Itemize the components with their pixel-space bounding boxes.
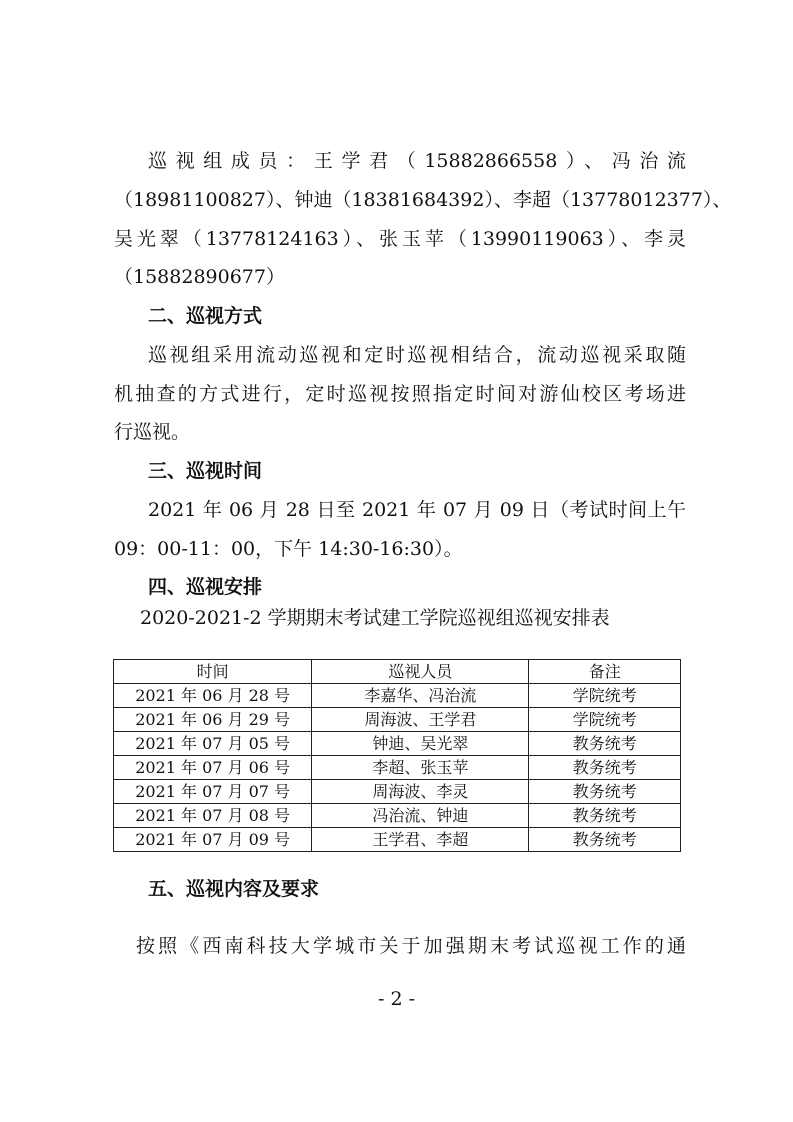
cell-time: 2021 年 07 月 06 号	[114, 756, 312, 780]
table-row	[114, 780, 681, 804]
cell-note: 教务统考	[529, 756, 681, 780]
cell-people: 冯治流、钟迪	[312, 804, 529, 828]
cell-note: 学院统考	[529, 708, 681, 732]
cell-time: 2021 年 07 月 07 号	[114, 780, 312, 804]
table-row	[114, 756, 681, 780]
members-line-3: 吴光翠（13778124163）、张玉苹（13990119063）、李灵	[114, 228, 686, 250]
table-caption: 2020-2021-2 学期期末考试建工学院巡视组巡视安排表	[140, 607, 610, 629]
section-heading-requirements: 五、巡视内容及要求	[148, 878, 320, 900]
table-row	[114, 684, 681, 708]
cell-note: 教务统考	[529, 828, 681, 852]
cell-note: 教务统考	[529, 780, 681, 804]
members-line-2: （18981100827）、钟迪（18381684392）、李超（13778012377）、	[114, 189, 732, 211]
time-line-2: 09：00-11：00，下午 14:30-16:30）。	[114, 538, 463, 560]
cell-people: 李超、张玉苹	[312, 756, 529, 780]
cell-time: 2021 年 07 月 05 号	[114, 732, 312, 756]
schedule-table	[113, 659, 681, 852]
section-heading-arrangement: 四、巡视安排	[148, 576, 263, 598]
members-line-1: 巡视组成员：王学君（15882866558）、冯治流	[148, 150, 686, 172]
cell-time: 2021 年 06 月 29 号	[114, 708, 312, 732]
section-heading-method: 二、巡视方式	[148, 305, 263, 327]
cell-people: 周海波、李灵	[312, 780, 529, 804]
cell-time: 2021 年 07 月 09 号	[114, 828, 312, 852]
table-row	[114, 804, 681, 828]
section-heading-time: 三、巡视时间	[148, 460, 263, 482]
cell-time: 2021 年 06 月 28 号	[114, 684, 312, 708]
requirements-line-1: 按照《西南科技大学城市关于加强期末考试巡视工作的通	[136, 935, 686, 957]
table-header-row	[114, 660, 681, 684]
table-row	[114, 828, 681, 852]
cell-people: 钟迪、吴光翠	[312, 732, 529, 756]
column-header-people: 巡视人员	[312, 660, 529, 684]
column-header-note: 备注	[529, 660, 681, 684]
cell-people: 李嘉华、冯治流	[312, 684, 529, 708]
column-header-time: 时间	[114, 660, 312, 684]
method-line-1: 巡视组采用流动巡视和定时巡视相结合，流动巡视采取随	[148, 344, 686, 366]
cell-people: 周海波、王学君	[312, 708, 529, 732]
cell-note: 教务统考	[529, 732, 681, 756]
cell-time: 2021 年 07 月 08 号	[114, 804, 312, 828]
cell-note: 教务统考	[529, 804, 681, 828]
method-line-2: 机抽查的方式进行，定时巡视按照指定时间对游仙校区考场进	[114, 383, 686, 405]
page-number: - 2 -	[377, 988, 415, 1010]
method-line-3: 行巡视。	[114, 421, 191, 443]
cell-note: 学院统考	[529, 684, 681, 708]
time-line-1: 2021 年 06 月 28 日至 2021 年 07 月 09 日（考试时间上午	[148, 499, 686, 521]
members-line-4: （15882890677）	[114, 266, 285, 288]
cell-people: 王学君、李超	[312, 828, 529, 852]
table-row	[114, 708, 681, 732]
table-row	[114, 732, 681, 756]
